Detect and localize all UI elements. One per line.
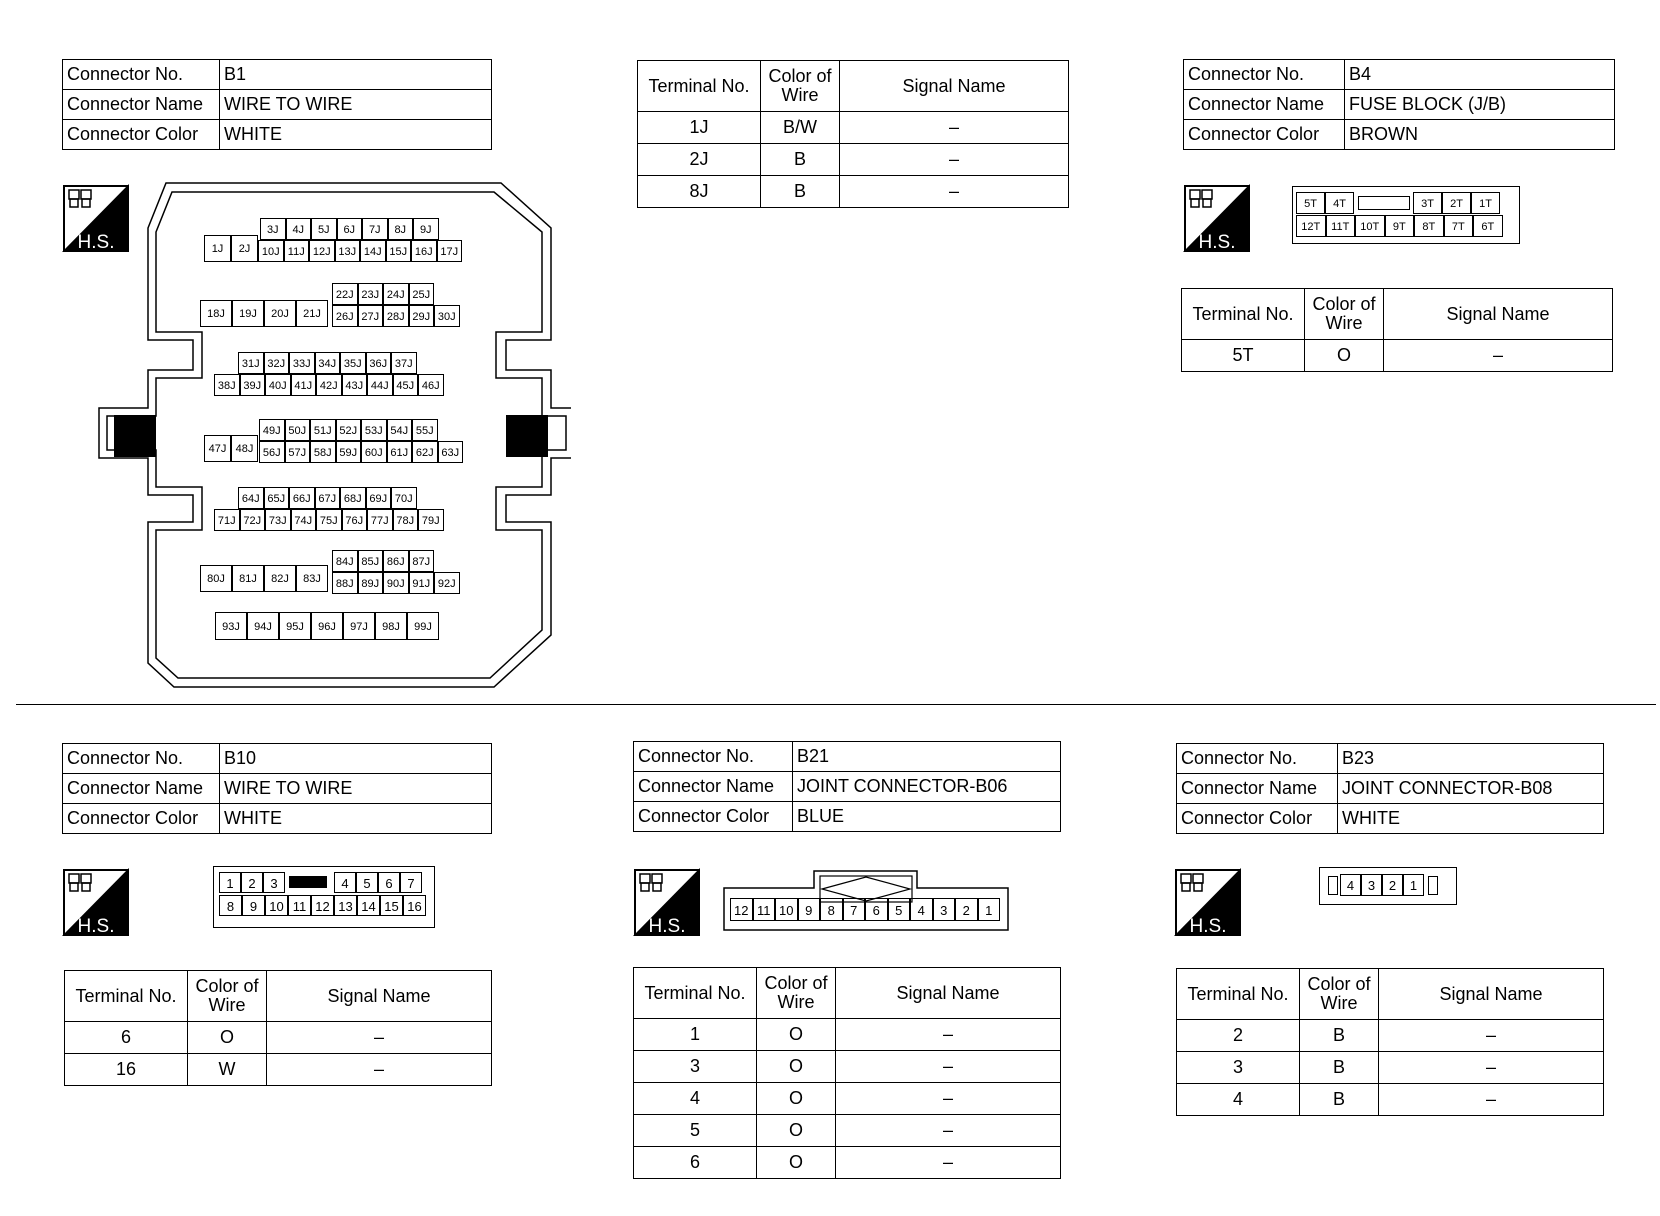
b21-pin: 7: [843, 898, 866, 921]
b4-pin: 6T: [1473, 215, 1503, 237]
header-terminal-no: Terminal No.: [1177, 969, 1300, 1020]
b10-pin: 9: [242, 895, 265, 916]
b21-connector-name: JOINT CONNECTOR-B06: [793, 772, 1061, 802]
b21-pin: 12: [730, 898, 753, 921]
b1-pin: 6J: [337, 218, 363, 240]
b23-pin: 2: [1382, 874, 1403, 896]
b1-pin: 63J: [438, 441, 464, 463]
b1-pin: 25J: [409, 283, 435, 305]
b1-pin: 40J: [265, 374, 291, 396]
table-row: 3 O –: [634, 1051, 1061, 1083]
b1-pin: 96J: [311, 612, 343, 640]
b1-pin: 35J: [340, 352, 366, 374]
b1-pin: 97J: [343, 612, 375, 640]
b10-pin: 1: [219, 872, 241, 893]
table-row: 2J B –: [638, 144, 1069, 176]
b23-terminal-table: [1176, 968, 1604, 1116]
b1-pin: 53J: [361, 419, 387, 441]
hs-icon: [1183, 184, 1250, 252]
table-row: 16 W –: [65, 1054, 492, 1086]
header-color-of-wire: Color of Wire: [1300, 969, 1379, 1020]
header-signal-name: Signal Name: [836, 968, 1061, 1019]
label-connector-name: Connector Name: [63, 774, 220, 804]
table-row: 4 O –: [634, 1083, 1061, 1115]
b1-pin: 29J: [409, 305, 435, 327]
b1-pin: 20J: [264, 300, 296, 327]
b1-pin: 15J: [386, 240, 412, 262]
b1-pin: 18J: [200, 300, 232, 327]
b1-pin: 65J: [264, 487, 290, 509]
b21-info-table: [633, 741, 1061, 832]
b1-pin: 43J: [342, 374, 368, 396]
b10-connector-no: B10: [220, 744, 492, 774]
b1-pin: 89J: [358, 572, 384, 594]
header-signal-name: Signal Name: [1379, 969, 1604, 1020]
b4-pin: 11T: [1326, 215, 1356, 237]
b21-pin: 1: [978, 898, 1001, 921]
label-connector-no: Connector No.: [1184, 60, 1345, 90]
b4-pin: 9T: [1385, 215, 1415, 237]
b4-pin: 1T: [1471, 192, 1500, 214]
b1-pin: 42J: [316, 374, 342, 396]
b10-pin: 16: [403, 895, 426, 916]
hs-icon: [1174, 868, 1241, 936]
b1-pin: 75J: [316, 509, 342, 531]
b1-pin: 30J: [434, 305, 460, 327]
header-color-of-wire: Color of Wire: [1305, 289, 1384, 340]
header-signal-name: Signal Name: [267, 971, 492, 1022]
b4-pin: 2T: [1442, 192, 1471, 214]
b1-pin: 10J: [258, 240, 284, 262]
b4-terminal-table: [1181, 288, 1613, 372]
b1-pin: 21J: [296, 300, 328, 327]
b1-pin: 13J: [335, 240, 361, 262]
hs-label: H.S.: [648, 916, 686, 936]
b21-pin: 2: [955, 898, 978, 921]
b1-pin: 60J: [361, 441, 387, 463]
hs-icon: [633, 868, 700, 936]
b1-pin: 45J: [393, 374, 419, 396]
b10-pin: 6: [378, 872, 400, 893]
b1-pin: 27J: [358, 305, 384, 327]
b1-pin: 16J: [411, 240, 437, 262]
b1-pin: 77J: [367, 509, 393, 531]
b1-pin: 26J: [332, 305, 358, 327]
section-divider: [16, 704, 1656, 705]
b1-pin: 74J: [291, 509, 317, 531]
b21-pin: 3: [933, 898, 956, 921]
b4-pin: 8T: [1414, 215, 1444, 237]
b4-pin: 12T: [1296, 215, 1326, 237]
b1-pin: 54J: [387, 419, 413, 441]
b1-pin: 24J: [383, 283, 409, 305]
b1-pin: 12J: [309, 240, 335, 262]
b1-pin: 79J: [418, 509, 444, 531]
b4-pin: 10T: [1355, 215, 1385, 237]
b1-pin: 88J: [332, 572, 358, 594]
label-connector-no: Connector No.: [63, 744, 220, 774]
table-row: 5T O –: [1182, 340, 1613, 372]
b21-pin: 4: [910, 898, 933, 921]
label-connector-color: Connector Color: [1177, 804, 1338, 834]
b4-pin: 3T: [1413, 192, 1442, 214]
b23-connector-no: B23: [1338, 744, 1604, 774]
hs-label: H.S.: [1198, 232, 1236, 252]
b4-connector-no: B4: [1345, 60, 1615, 90]
b23-pin: 1: [1403, 874, 1424, 896]
table-row: 1J B/W –: [638, 112, 1069, 144]
b1-pin: 34J: [315, 352, 341, 374]
b10-key-block: [289, 876, 327, 888]
b1-pin: 5J: [311, 218, 337, 240]
b23-connector-name: JOINT CONNECTOR-B08: [1338, 774, 1604, 804]
b1-pin: 68J: [340, 487, 366, 509]
b1-pin: 91J: [409, 572, 435, 594]
hs-label: H.S.: [1189, 916, 1227, 936]
b1-pin: 3J: [260, 218, 286, 240]
b1-pin: 47J: [204, 435, 231, 462]
label-connector-color: Connector Color: [1184, 120, 1345, 150]
b1-pin: 71J: [214, 509, 240, 531]
b10-info-table: [62, 743, 492, 834]
header-signal-name: Signal Name: [1384, 289, 1613, 340]
b23-info-table: [1176, 743, 1604, 834]
header-color-of-wire: Color of Wire: [761, 61, 840, 112]
b1-pin: 7J: [362, 218, 388, 240]
b1-pin: 92J: [434, 572, 460, 594]
b1-pin: 56J: [259, 441, 285, 463]
b1-pin: 94J: [247, 612, 279, 640]
b1-pin: 37J: [391, 352, 417, 374]
b1-pin: 72J: [240, 509, 266, 531]
hs-label: H.S.: [77, 232, 115, 252]
header-color-of-wire: Color of Wire: [188, 971, 267, 1022]
b10-terminal-table: [64, 970, 492, 1086]
b4-pin: 4T: [1325, 192, 1354, 214]
b1-pin: 99J: [407, 612, 439, 640]
b1-pin: 67J: [315, 487, 341, 509]
label-connector-color: Connector Color: [634, 802, 793, 832]
b1-pin: 78J: [393, 509, 419, 531]
b10-pin: 4: [334, 872, 356, 893]
b1-pin: 64J: [238, 487, 264, 509]
b4-info-table: [1183, 59, 1615, 150]
b10-pin: 13: [334, 895, 357, 916]
b1-terminal-table: [637, 60, 1069, 208]
header-terminal-no: Terminal No.: [65, 971, 188, 1022]
b23-connector-color: WHITE: [1338, 804, 1604, 834]
b1-pin: 83J: [296, 565, 328, 592]
b10-pin: 5: [356, 872, 378, 893]
b1-pin: 70J: [391, 487, 417, 509]
b1-pin: 39J: [240, 374, 266, 396]
b1-pin: 59J: [336, 441, 362, 463]
b10-connector-name: WIRE TO WIRE: [220, 774, 492, 804]
b1-pin: 2J: [231, 235, 258, 262]
label-connector-name: Connector Name: [1177, 774, 1338, 804]
label-connector-color: Connector Color: [63, 120, 220, 150]
b1-pin: 22J: [332, 283, 358, 305]
b10-pin: 3: [263, 872, 285, 893]
b23-pin: 4: [1340, 874, 1361, 896]
b1-pin: 87J: [409, 550, 435, 572]
b1-pin: 38J: [214, 374, 240, 396]
b1-pin: 69J: [366, 487, 392, 509]
b21-pin: 9: [798, 898, 821, 921]
label-connector-color: Connector Color: [63, 804, 220, 834]
b1-connector-name: WIRE TO WIRE: [220, 90, 492, 120]
b1-pin: 82J: [264, 565, 296, 592]
b1-pin: 11J: [284, 240, 310, 262]
b1-pin: 86J: [383, 550, 409, 572]
b1-pin: 57J: [285, 441, 311, 463]
b4-pin: 5T: [1296, 192, 1325, 214]
b1-pin: 98J: [375, 612, 407, 640]
b10-pin: 10: [265, 895, 288, 916]
b21-terminal-table: [633, 967, 1061, 1179]
b1-pin: 14J: [360, 240, 386, 262]
b1-pin: 90J: [383, 572, 409, 594]
table-row: 3 B –: [1177, 1052, 1604, 1084]
b1-pin: 32J: [264, 352, 290, 374]
b1-pin: 8J: [388, 218, 414, 240]
b1-pin: 19J: [232, 300, 264, 327]
b1-pin: 23J: [358, 283, 384, 305]
b1-connector-color: WHITE: [220, 120, 492, 150]
table-row: 4 B –: [1177, 1084, 1604, 1116]
table-row: 8J B –: [638, 176, 1069, 208]
b10-pin: 12: [311, 895, 334, 916]
table-row: 5 O –: [634, 1115, 1061, 1147]
b1-connector-no: B1: [220, 60, 492, 90]
b1-pin: 44J: [367, 374, 393, 396]
b1-pin: 33J: [289, 352, 315, 374]
b10-pin: 11: [288, 895, 311, 916]
b21-pin: 10: [775, 898, 798, 921]
b1-pin: 9J: [413, 218, 439, 240]
table-row: 6 O –: [65, 1022, 492, 1054]
table-row: 6 O –: [634, 1147, 1061, 1179]
b1-pin: 55J: [412, 419, 438, 441]
b1-pin: 49J: [259, 419, 285, 441]
b1-pin: 66J: [289, 487, 315, 509]
b23-end-slot-right: [1428, 876, 1438, 895]
label-connector-name: Connector Name: [63, 90, 220, 120]
b21-connector-no: B21: [793, 742, 1061, 772]
b10-pin: 15: [380, 895, 403, 916]
b21-pin: 6: [865, 898, 888, 921]
b1-pin: 48J: [231, 435, 258, 462]
b1-pin: 84J: [332, 550, 358, 572]
b1-info-table: [62, 59, 492, 150]
b10-pin: 2: [241, 872, 263, 893]
b1-pin: 28J: [383, 305, 409, 327]
b10-connector-color: WHITE: [220, 804, 492, 834]
table-row: 2 B –: [1177, 1020, 1604, 1052]
b1-pin: 58J: [310, 441, 336, 463]
b10-pin: 8: [219, 895, 242, 916]
b4-connector-name: FUSE BLOCK (J/B): [1345, 90, 1615, 120]
b1-pin: 62J: [412, 441, 438, 463]
label-connector-name: Connector Name: [634, 772, 793, 802]
b1-pin: 50J: [285, 419, 311, 441]
b1-pin: 17J: [437, 240, 463, 262]
table-row: 1 O –: [634, 1019, 1061, 1051]
b1-pin: 76J: [342, 509, 368, 531]
b4-connector-color: BROWN: [1345, 120, 1615, 150]
b1-pin: 51J: [310, 419, 336, 441]
b1-pin: 81J: [232, 565, 264, 592]
b21-pin: 5: [888, 898, 911, 921]
b1-pin: 52J: [336, 419, 362, 441]
b1-pin: 80J: [200, 565, 232, 592]
b1-pin: 1J: [204, 235, 231, 262]
label-connector-no: Connector No.: [1177, 744, 1338, 774]
header-color-of-wire: Color of Wire: [757, 968, 836, 1019]
b1-pin: 73J: [265, 509, 291, 531]
header-terminal-no: Terminal No.: [634, 968, 757, 1019]
b1-pin: 46J: [418, 374, 444, 396]
b1-pin: 85J: [358, 550, 384, 572]
b1-pin: 36J: [366, 352, 392, 374]
header-terminal-no: Terminal No.: [638, 61, 761, 112]
b4-pin: 7T: [1444, 215, 1474, 237]
header-signal-name: Signal Name: [840, 61, 1069, 112]
b21-pin: 8: [820, 898, 843, 921]
label-connector-name: Connector Name: [1184, 90, 1345, 120]
b4-blank-slot: [1358, 196, 1410, 210]
b10-pin: 7: [400, 872, 422, 893]
header-terminal-no: Terminal No.: [1182, 289, 1305, 340]
b1-pin: 41J: [291, 374, 317, 396]
hs-icon: [62, 868, 129, 936]
b1-pin: 61J: [387, 441, 413, 463]
label-connector-no: Connector No.: [634, 742, 793, 772]
b1-pin: 4J: [286, 218, 312, 240]
b1-pin: 95J: [279, 612, 311, 640]
b21-pin: 11: [753, 898, 776, 921]
b21-connector-color: BLUE: [793, 802, 1061, 832]
b23-end-slot-left: [1328, 876, 1338, 895]
b10-pin: 14: [357, 895, 380, 916]
b1-pin: 31J: [238, 352, 264, 374]
b1-pin: 93J: [215, 612, 247, 640]
b23-pin: 3: [1361, 874, 1382, 896]
label-connector-no: Connector No.: [63, 60, 220, 90]
hs-label: H.S.: [77, 916, 115, 936]
